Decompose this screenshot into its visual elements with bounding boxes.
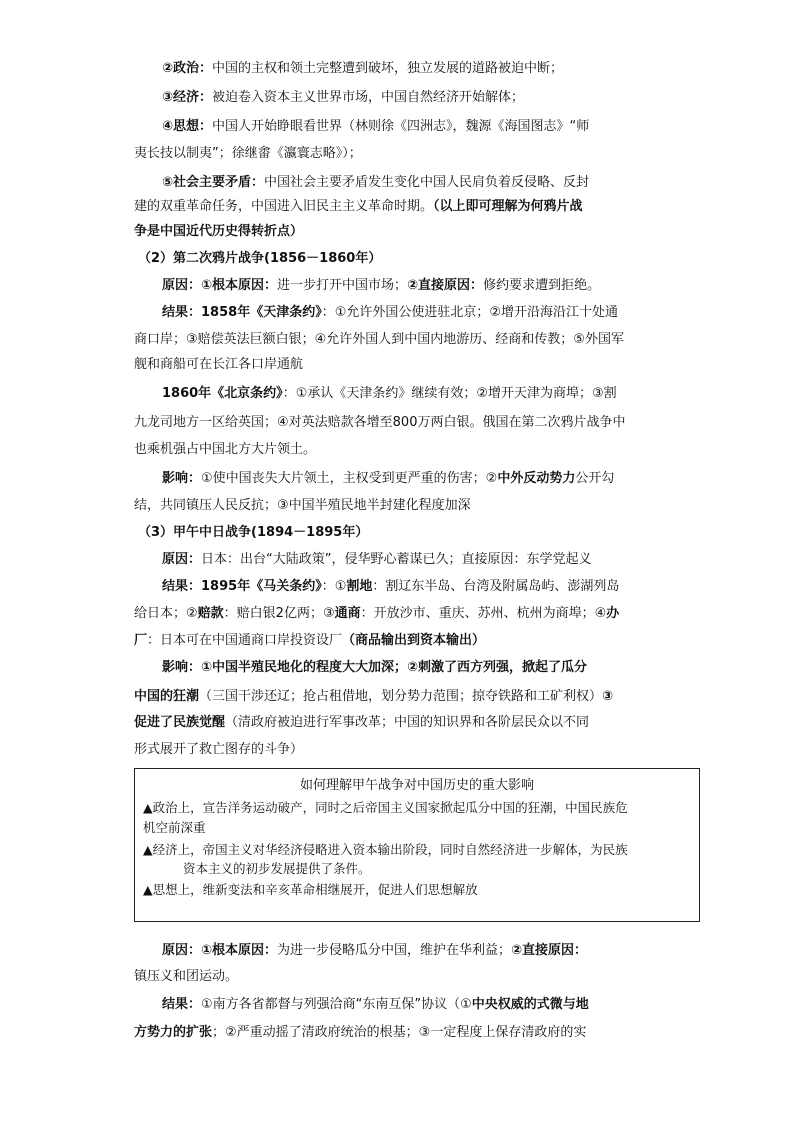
box-economy-point: ▲经济上，帝国主义对华经济侵略进入资本输出阶段，同时自然经济进一步解体，为民族 [143,842,628,857]
thought-impact-line-cont: 夷长技以制夷”；徐继畬《瀛寰志略》）； [134,146,362,161]
thought-impact-line: ④思想：中国人开始睁眼看世界（林则徐《四洲志》，魏源《海国图志》“师 [162,119,590,134]
cause-line-1894: 原因：日本：出台“大陆政策”，侵华野心蓄谋已久；直接原因：东学党起义 [162,552,592,567]
box-thought-point: ▲思想上，维新变法和辛亥革命相继展开，促进人们思想解放 [143,882,478,897]
impact-line-1894-cont: 中国的狂潮（三国干涉还辽；抢占租借地，划分势力范围；掠夺铁路和工矿利权）③ [134,689,614,704]
impact-line-1894: 影响：①中国半殖民地化的程度大大加深；②刺激了西方列强，掀起了瓜分 [162,660,588,675]
box-politics-point: ▲政治上，宣告洋务运动破产，同时之后帝国主义国家掀起瓜分中国的狂潮，中国民族危 [143,800,628,815]
impact-line-cont: 结，共同镇压人民反抗；③中国半殖民地半封建化程度加深 [134,498,471,513]
cause-line-1900: 原因：①根本原因：为进一步侵略瓜分中国，维护在华利益；②直接原因： [162,943,588,958]
result-line-shimonoseki-cont: 给日本；②赔款：赔白银2亿两；③通商：开放沙市、重庆、苏州、杭州为商埠；④办 [134,606,620,621]
result-line-shimonoseki: 结果：1895年《马关条约》：①割地：割辽东半岛、台湾及附属岛屿、澎湖列岛 [162,579,620,594]
impact-line-1894-cont3: 形式展开了救亡图存的斗争） [134,742,304,757]
result-line-shimonoseki-cont2: 厂：日本可在中国通商口岸投资设厂（商品输出到资本输出） [134,633,486,648]
section-sino-japanese-war: （3）甲午中日战争(1894－1895年） [138,525,369,540]
result-line-beijing-cont: 九龙司地方一区给英国；④对英法赔款各增至800万两白银。俄国在第二次鸦片战争中 [134,415,626,430]
box-economy-point-cont: 资本主义的初步发展提供了条件。 [183,861,371,876]
box-politics-point-cont: 机空前深重 [143,820,206,835]
cause-line-1900-cont: 镇压义和团运动。 [134,969,239,984]
result-line-1900: 结果：①南方各省都督与列强洽商“东南互保”协议（①中央权威的式微与地 [162,997,589,1012]
result-line-tianjin: 结果：1858年《天津条约》：①允许外国公使进驻北京；②增开沿海沿江十处通 [162,305,619,320]
impact-line: 影响：①使中国丧失大片领土，主权受到更严重的伤害；②中外反动势力公开勾 [162,471,615,486]
result-line-beijing-cont2: 也乘机强占中国北方大片领土。 [134,442,317,457]
sino-japanese-war-significance-box [134,768,700,922]
turning-point-note: 争是中国近代历史得转折点） [134,224,304,239]
section-second-opium-war: （2）第二次鸦片战争(1856－1860年） [138,251,382,266]
economy-impact-line: ③经济：被迫卷入资本主义世界市场，中国自然经济开始解体； [162,90,525,105]
politics-impact-line: ②政治：中国的主权和领土完整遭到破坏，独立发展的道路被迫中断； [162,61,564,76]
box-title: 如何理解甲午战争对中国历史的重大影响 [299,778,534,793]
impact-line-1894-cont2: 促进了民族觉醒（清政府被迫进行军事改革；中国的知识界和各阶层民众以不同 [134,715,590,730]
result-line-tianjin-cont: 商口岸；③赔偿英法巨额白银；④允许外国人到中国内地游历、经商和传教；⑤外国军 [134,332,624,347]
cause-line: 原因：①根本原因：进一步打开中国市场；②直接原因：修约要求遭到拒绝。 [162,278,601,293]
result-line-tianjin-cont2: 舰和商船可在长江各口岸通航 [134,357,304,372]
social-contradiction-line: ⑤社会主要矛盾：中国社会主要矛盾发生变化中国人民肩负着反侵略、反封 [162,175,590,190]
result-line-1900-cont: 方势力的扩张；②严重动摇了清政府统治的根基；③一定程度上保存清政府的实 [134,1025,587,1040]
social-contradiction-line-cont: 建的双重革命任务，中国进入旧民主主义革命时期。（以上即可理解为何鸦片战 [134,199,583,214]
result-line-beijing: 1860年《北京条约》：①承认《天津条约》继续有效；②增开天津为商埠；③割 [162,386,617,401]
